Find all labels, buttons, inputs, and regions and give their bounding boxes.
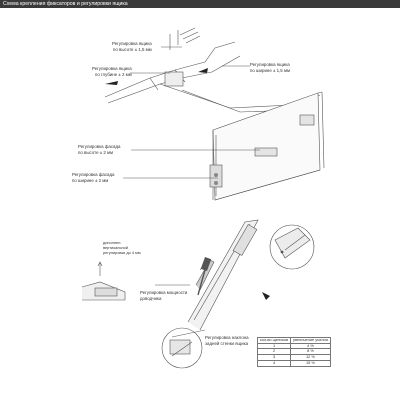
slide-rail: [188, 220, 258, 330]
drawer-side-panel: [210, 92, 324, 200]
label-line: по высоте ± 2 мм: [78, 149, 114, 155]
label-facade-height: [78, 144, 120, 155]
label-line: дополнен.: [103, 240, 122, 245]
label-closer-power: [140, 290, 187, 301]
label-depth-adjust: [92, 66, 132, 77]
left-detail: [82, 262, 125, 300]
label-line: Регулировка ящика: [250, 62, 290, 67]
drawer-top-view: [105, 42, 320, 112]
page-title: Схема крепления фиксаторов и регулировки ящика: [3, 1, 128, 7]
table-header-row: [258, 338, 331, 344]
label-line: Регулировка ящика: [112, 41, 152, 46]
bottom-left-detail: [162, 328, 202, 368]
label-facade-width: [72, 172, 114, 183]
label-line: по ширине ± 2 мм: [72, 177, 109, 183]
height-gauge: [170, 28, 200, 50]
label-line: вертикальной: [103, 245, 128, 250]
table-cell: 4: [258, 360, 291, 366]
label-line: по глубине ± 2 мм: [94, 71, 132, 77]
table-row: [258, 360, 331, 366]
table-cell: 2: [258, 349, 291, 355]
table-cell: 3: [258, 355, 291, 361]
label-line: по ширине ± 1,5 мм: [250, 67, 290, 73]
label-line: Регулировка мощности: [140, 290, 188, 295]
label-height-adjust: [112, 41, 152, 52]
label-line: Регулировка фасада: [78, 144, 121, 149]
click-force-table: [257, 337, 331, 367]
table-header-force: увеличение усилия: [291, 338, 331, 344]
label-extra-height: [103, 240, 141, 255]
table-cell: 4 %: [291, 343, 331, 349]
label-line: Регулировка фасада: [72, 172, 115, 177]
label-line: Регулировка ящика: [92, 66, 132, 71]
label-line: Регулировка наклона: [205, 335, 249, 340]
table-cell: 8 %: [291, 349, 331, 355]
top-right-detail: [270, 225, 314, 269]
label-back-tilt: [205, 335, 249, 346]
table-cell: 15 %: [291, 360, 331, 366]
table-header-clicks: кол-во щелчков: [258, 338, 291, 344]
label-line: задней стенки ящика: [205, 340, 249, 346]
label-line: по высоте ± 1,5 мм: [112, 46, 152, 52]
table-cell: 12 %: [291, 355, 331, 361]
table-cell: 1: [258, 343, 291, 349]
label-width-adjust: [250, 62, 290, 73]
label-line: доводчика: [140, 295, 162, 301]
label-line: регулировки до 4 мм: [103, 250, 141, 255]
